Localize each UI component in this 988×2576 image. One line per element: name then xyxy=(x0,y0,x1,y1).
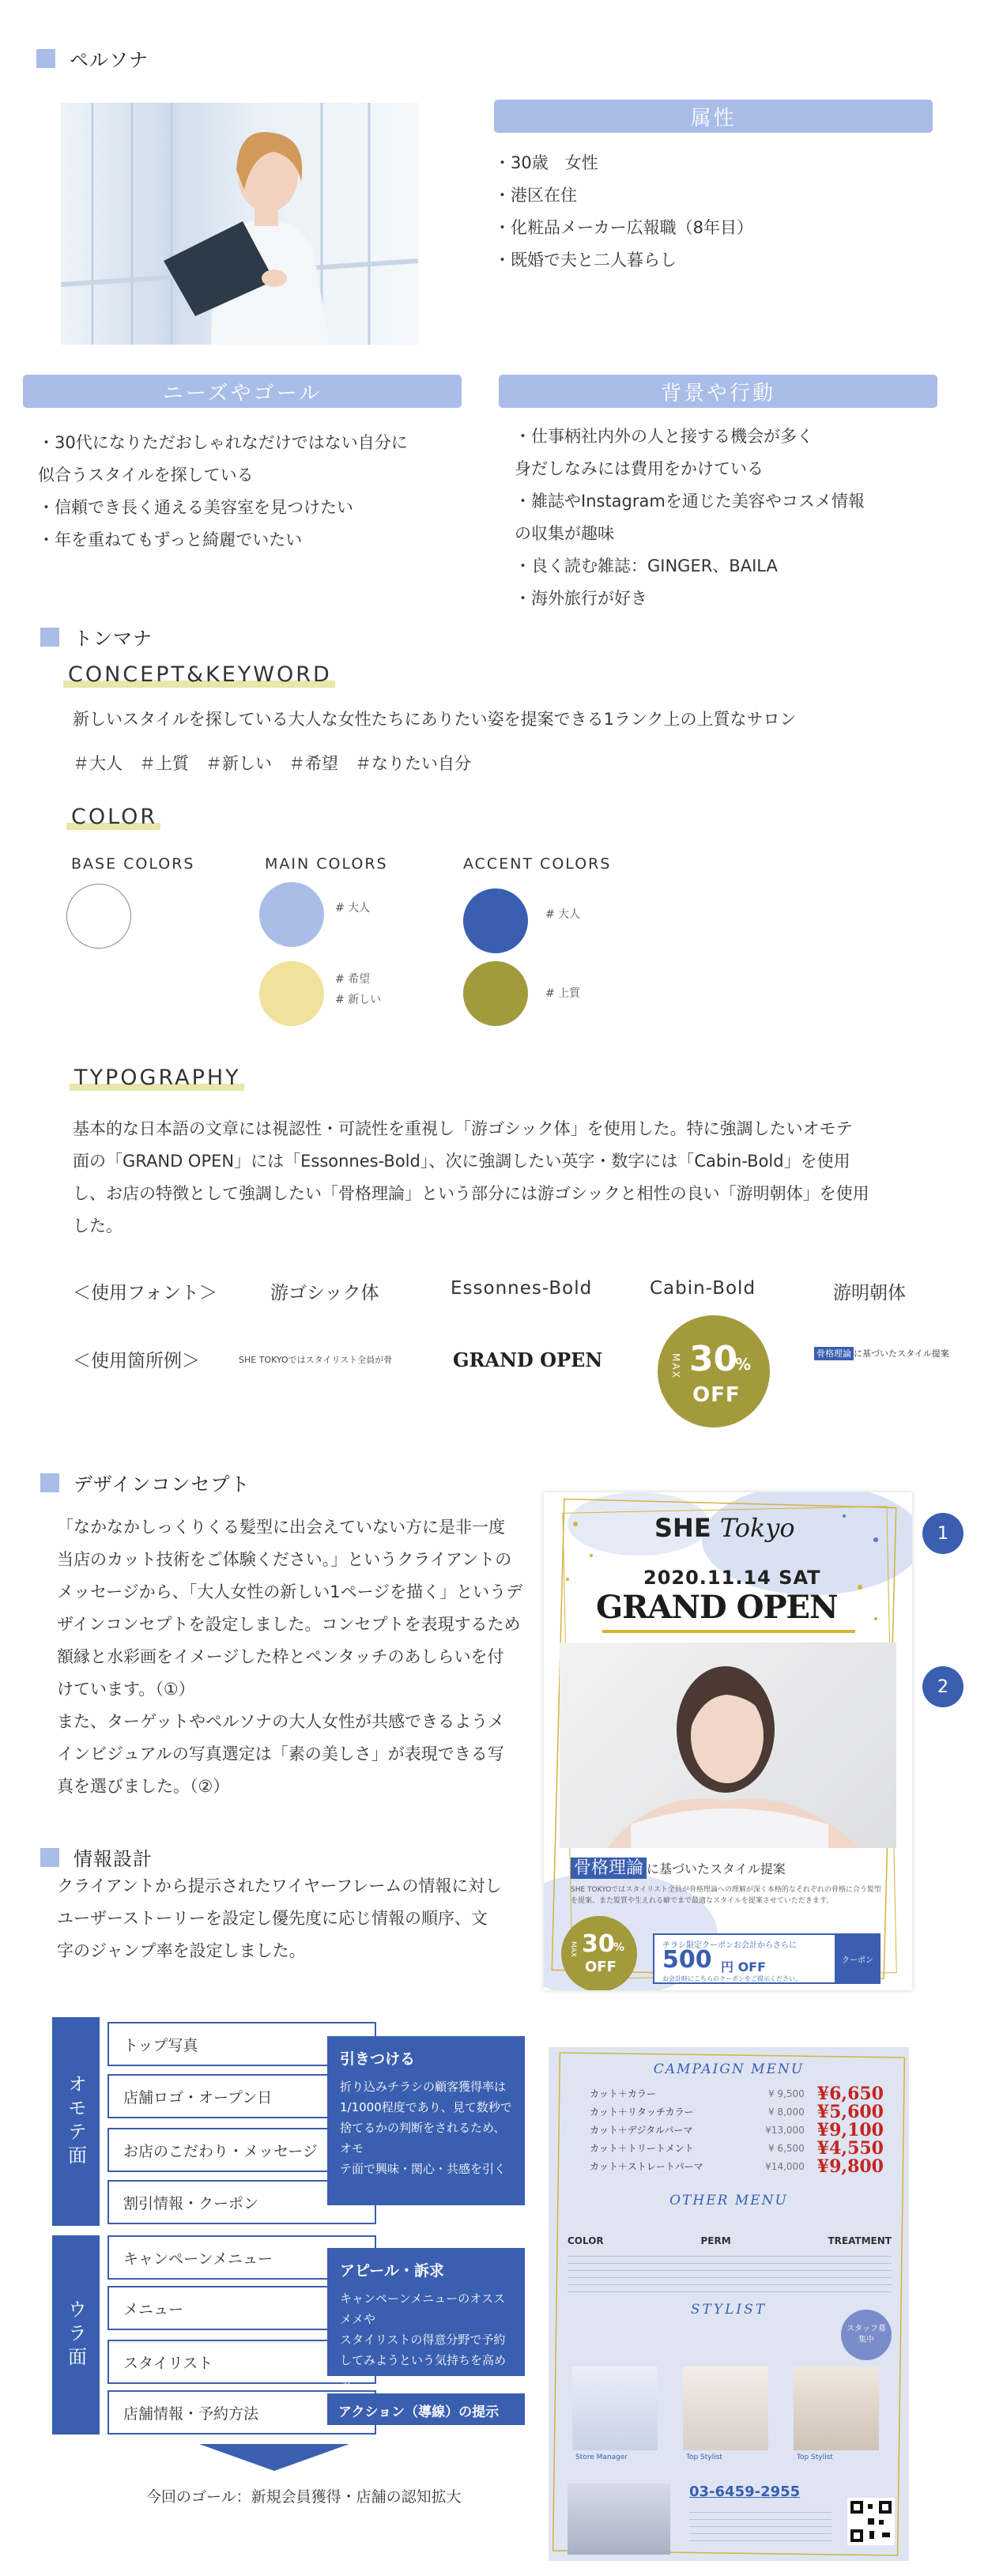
other-menu-columns: COLOR PERM TREATMENT xyxy=(568,2235,892,2246)
concept-text: 新しいスタイルを探している大人な女性たちにありたい姿を提案できる1ランク上の上質なサロン xyxy=(73,710,797,729)
list-item: ・海外旅行が好き xyxy=(515,589,647,608)
example-label: ＜使用箇所例＞ xyxy=(73,1351,200,1371)
qr-code-icon[interactable] xyxy=(847,2498,895,2545)
flyer-coupon[interactable]: チラシ限定クーポンお会計からさらに 500 円 OFF お会計時にこちらのクーポンをご提示ください。 クーポン xyxy=(653,1933,881,1984)
salon-photo xyxy=(568,2484,670,2555)
annotation-number-1: 1 xyxy=(922,1513,963,1554)
design-heading: デザインコンセプト xyxy=(40,1469,250,1496)
list-item: ・30代になりただおしゃれなだけではない自分に xyxy=(38,433,408,452)
flow-item: お店のこだわり・メッセージ xyxy=(107,2128,376,2172)
info-text: クライアントから提示されたワイヤーフレームの情報に対し ユーザーストーリーを設定し優先度に応じ情報の順序、文 字のジャンプ率を設定しました。 xyxy=(57,1876,502,1960)
base-colors-label: BASE COLORS xyxy=(71,855,195,873)
table-row: カット＋トリートメント ¥ 6,500 ¥4,550 xyxy=(590,2138,884,2159)
persona-heading: ペルソナ xyxy=(36,44,149,72)
other-menu-title: OTHER MENU xyxy=(669,2193,788,2208)
main-color-tag: # 新しい xyxy=(335,994,382,1006)
list-item: 似合うスタイルを探している xyxy=(38,466,254,485)
attribute-list xyxy=(494,147,753,277)
example-30off-badge: MAX 30 % OFF xyxy=(658,1315,770,1428)
typography-text: 基本的な日本語の文章には視認性・可読性を重視し「游ゴシック体」を使用した。特に強調したいオモテ 面の「GRAND OPEN」には「Essonnes-Bold」、次に強調したい英字・数字には「Cabin-Bold」を使用 し、お店の特徴として強調したい「骨格理論」という部分には游ゴシックと相性の良い「游明朝体」を使用 した。 xyxy=(73,1119,869,1235)
main-color-swatch-1 xyxy=(259,882,324,947)
table-row: カット＋ストレートパーマ ¥14,000 ¥9,800 xyxy=(590,2156,884,2177)
list-item: ・雑誌やInstagramを通じた美容やコスメ情報 xyxy=(515,492,865,511)
section-marker xyxy=(40,628,59,647)
list-item: ・既婚で夫と二人暮らし xyxy=(494,251,677,270)
accent-color-swatch-2 xyxy=(463,961,528,1026)
main-color-tag: # 大人 xyxy=(335,902,371,915)
stylist-photo xyxy=(794,2367,879,2450)
info-heading: 情報設計 xyxy=(40,1843,153,1871)
main-color-swatch-2 xyxy=(259,961,324,1026)
font-essonnes: Essonnes-Bold xyxy=(451,1278,593,1299)
list-item: ・仕事柄社内外の人と接する機会が多く xyxy=(515,427,813,446)
front-side-label: オモテ面 xyxy=(52,2017,100,2226)
example-grand-open: GRAND OPEN xyxy=(453,1348,603,1371)
table-row: カット＋デジタルパーマ ¥13,000 ¥9,100 xyxy=(590,2120,884,2140)
back-side-label: ウラ面 xyxy=(52,2235,100,2435)
main-color-tag: # 希望 xyxy=(335,973,371,986)
attr-title: 属性 xyxy=(494,100,933,133)
color-title: COLOR xyxy=(66,805,160,830)
typography-title: TYPOGRAPHY xyxy=(70,1065,244,1091)
flow-item: メニュー xyxy=(107,2286,376,2330)
list-item: ・信頼でき長く通える美容室を見つけたい xyxy=(38,498,353,517)
base-color-swatch xyxy=(66,884,131,949)
tone-heading: トンマナ xyxy=(40,623,153,651)
goal-arrow xyxy=(199,2444,349,2471)
campaign-title: CAMPAIGN MENU xyxy=(653,2061,805,2077)
stylist-role: Top Stylist xyxy=(797,2453,833,2461)
needs-list xyxy=(38,427,408,556)
font-label: ＜使用フォント＞ xyxy=(73,1283,217,1303)
accent-colors-label: ACCENT COLORS xyxy=(463,855,612,873)
attract-box: 引きつける 折り込みチラシの顧客獲得率は 1/1000程度であり、見て数秒で 捨てるかの判断をされるため、オモ テ面で興味・関心・共感を引く xyxy=(327,2036,525,2205)
flow-item: 店舗情報・予約方法 xyxy=(107,2390,376,2435)
annotation-number-2: 2 xyxy=(922,1666,963,1707)
needs-title: ニーズやゴール xyxy=(23,375,462,408)
accent-color-swatch-1 xyxy=(463,888,528,953)
example-gothic: SHE TOKYOではスタイリスト全員が骨 xyxy=(239,1355,393,1365)
table-row: カット＋カラー ¥ 9,500 ¥6,650 xyxy=(590,2084,884,2104)
accent-color-tag: # 上質 xyxy=(545,987,581,1000)
action-box: アクション（導線）の提示 xyxy=(327,2393,525,2425)
flyer-body: SHE TOKYOではスタイリスト全員が骨格理論への理解が深く本格的なそれぞれの骨格に合う髪型を提案、また髪質や生えれる癖でまで最適なスタイルを提案させていただきます。 xyxy=(571,1886,881,1905)
font-mincho: 游明朝体 xyxy=(833,1283,906,1303)
section-marker xyxy=(40,1473,59,1492)
flyer-front xyxy=(544,1492,912,1990)
list-item: ・良く読む雑誌：GINGER、BAILA xyxy=(515,556,778,575)
list-item: 身だしなみには費用をかけている xyxy=(515,459,764,478)
concept-title: CONCEPT&KEYWORD xyxy=(63,662,335,688)
store-info-lines xyxy=(689,2506,832,2545)
stylist-role: Top Stylist xyxy=(686,2453,722,2461)
section-marker xyxy=(40,1848,59,1867)
flyer-grand-open: GRAND OPEN xyxy=(596,1589,838,1626)
flow-item: トップ写真 xyxy=(107,2022,376,2066)
list-item: ・年を重ねてもずっと綺麗でいたい xyxy=(38,530,303,549)
other-menu-lines xyxy=(568,2250,892,2297)
stylist-photo xyxy=(572,2367,658,2450)
flyer-brand: SHE Tokyo xyxy=(654,1513,795,1543)
appeal-box: アピール・訴求 キャンペーンメニューのオススメメや スタイリストの得意分野で予約 してみようという気持ちを高める xyxy=(327,2248,525,2376)
goal-text: 今回のゴール：新規会員獲得・店舗の認知拡大 xyxy=(146,2488,462,2506)
background-title: 背景や行動 xyxy=(499,375,937,408)
main-colors-label: MAIN COLORS xyxy=(265,855,388,873)
list-item: ・30歳 女性 xyxy=(494,153,598,172)
list-item: の収集が趣味 xyxy=(515,524,614,543)
section-marker xyxy=(36,49,55,68)
recruit-badge: スタッフ募集中 xyxy=(841,2310,892,2360)
stylist-photo xyxy=(683,2367,768,2450)
campaign-table xyxy=(590,2085,884,2176)
stylist-role: Store Manager xyxy=(575,2453,628,2461)
gold-rule xyxy=(602,1630,855,1633)
flyer-30off-badge: MAX 30 % OFF xyxy=(561,1916,637,1990)
table-row: カット＋リタッチカラー ¥ 8,000 ¥5,600 xyxy=(590,2102,884,2122)
font-gothic: 游ゴシック体 xyxy=(270,1283,379,1303)
phone-number[interactable]: 03-6459-2955 xyxy=(689,2484,801,2500)
flow-item: 割引情報・クーポン xyxy=(107,2180,376,2224)
example-mincho: 骨格理論 に基づいたスタイル提案 xyxy=(814,1347,949,1360)
flyer-main-photo xyxy=(560,1643,896,1848)
stylist-title: STYLIST xyxy=(690,2302,767,2318)
flyer-back xyxy=(549,2047,909,2561)
concept-keywords: ＃大人 ＃上質 ＃新しい ＃希望 ＃なりたい自分 xyxy=(73,754,471,773)
font-cabin: Cabin-Bold xyxy=(650,1278,756,1299)
flow-item: 店舗ロゴ・オープン日 xyxy=(107,2074,376,2118)
flyer-theory-line: 骨格理論 に基づいたスタイル提案 xyxy=(571,1854,786,1879)
flow-item: キャンペーンメニュー xyxy=(107,2235,376,2280)
list-item: ・化粧品メーカー広報職（8年目） xyxy=(494,218,753,237)
flow-item: スタイリスト xyxy=(107,2340,376,2384)
design-text: 「なかなかしっくりくる髪型に出会えていない方に是非一度 当店のカット技術をご体験ください。」というクライアントの メッセージから、「大人女性の新しい1ページを描く」というデ ザインコンセプトを設定しました。コンセプトを表現するため 額縁と水彩画をイメージした枠とペンタッチのあしらいを付 けています。（①） また、ターゲットやペルソナの大人女性が共感できるようメ インビジュアルの写真選定は「素の美しさ」が表現できる写 真を選びました。（②） xyxy=(57,1518,523,1796)
accent-color-tag: # 大人 xyxy=(545,908,581,921)
flyer-date: 2020.11.14 SAT xyxy=(643,1567,821,1589)
background-list xyxy=(515,421,865,615)
list-item: ・港区在住 xyxy=(494,186,577,205)
persona-photo xyxy=(61,103,418,345)
